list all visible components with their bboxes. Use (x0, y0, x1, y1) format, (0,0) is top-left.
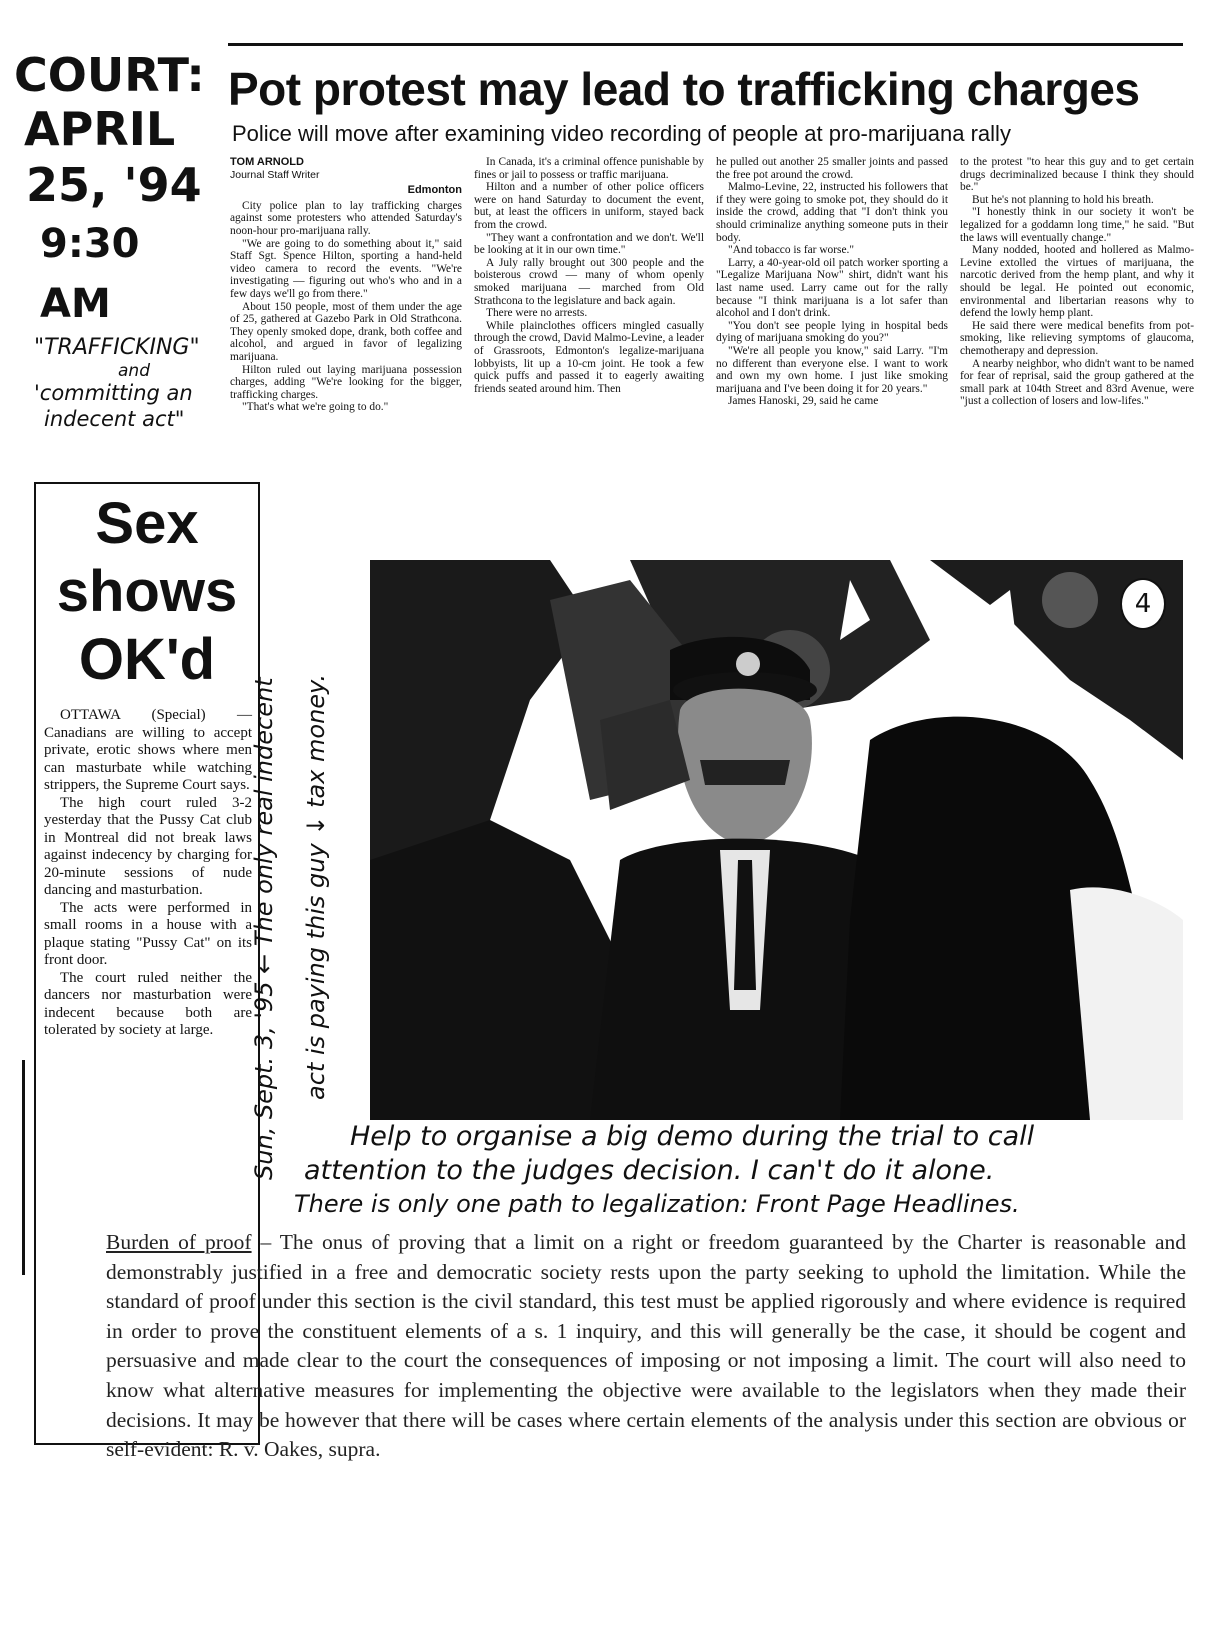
paragraph: Many nodded, hooted and hollered as Malmo-Levine extolled the virtues of marijuana, the narcotic derived from the hemp plant, and why it should be legal. He pointed out economic, environmental and libertarian reasons why to defend the lowly hemp plant. (960, 244, 1194, 320)
court-note (14, 48, 224, 432)
article-column-2 (474, 156, 704, 534)
article-column-4 (960, 156, 1194, 534)
paragraph: he pulled out another 25 smaller joints and passed the free pot around the crowd. (716, 156, 948, 181)
burden-of-proof-excerpt (106, 1228, 1186, 1465)
court-note-line: 'committing an (34, 381, 193, 405)
paragraph: "And tobacco is far worse." (728, 244, 855, 257)
bottom-note-line: Help to organise a big demo during the trial to call (350, 1121, 1035, 1152)
margin-bar (22, 1060, 25, 1275)
paragraph: But he's not planning to hold his breath. (972, 193, 1154, 206)
burden-lead: Burden of proof (106, 1230, 252, 1254)
paragraph: There were no arrests. (486, 307, 588, 320)
paragraph: "We're all people you know," said Larry. "I'm no different than everyone else. I want to work and own my own home. I just like smoking marijuana and I've been doing it for 20 years." (716, 344, 948, 395)
byline-role: Journal Staff Writer (230, 168, 320, 181)
article-headline: Pot protest may lead to trafficking charges (228, 63, 1140, 115)
court-note-line: "TRAFFICKING" (34, 335, 200, 360)
vertical-note-1: Sun, Sept. 3, '95 ← The only real indecent (250, 677, 278, 1180)
paragraph: James Hanoski, 29, said he came (728, 395, 879, 408)
photo-number: 4 (1120, 578, 1166, 630)
sidebar-body (44, 707, 252, 1040)
bottom-note (282, 1120, 1192, 1220)
paragraph: "I honestly think in our society it won't be legalized for a goddamn long time," he said. "But the laws will eventually change." (960, 206, 1194, 244)
paragraph: "You don't see people lying in hospital beds dying of marijuana smoking do you?" (716, 319, 948, 345)
paragraph: The high court ruled 3-2 yesterday that the Pussy Cat club in Montreal did not break laws against indecency by charging for 20-minute sessions of nude dancing and masturbation. (44, 794, 252, 898)
paragraph: Hilton and a number of other police officers were on hand Saturday to document the event, but, at least the officers in uniform, stayed back from the crowd. (474, 181, 704, 231)
paragraph: A nearby neighbor, who didn't want to be named for fear of reprisal, said the group gathered at the small park at 104th Street and 83rd Avenue, were "just a collection of losers and low-lifes." (960, 357, 1194, 408)
paragraph: A July rally brought out 300 people and the boisterous crowd — many of whom openly smoked marijuana — marched from Old Strathcona to the legislature and back again. (474, 256, 704, 307)
paragraph: Malmo-Levine, 22, instructed his followers that if they were going to smoke pot, they should do it inside the crowd, adding that "I don't think you should criminalize anything someone puts in their body. (716, 181, 948, 244)
article-column-3 (716, 156, 948, 534)
photo-drawing (370, 560, 1183, 1120)
paragraph: OTTAWA (Special) — Canadians are willing to accept private, erotic shows where men can masturbate while watching strippers, the Supreme Court says. (44, 707, 252, 793)
sidebar-headline (36, 490, 258, 694)
sidebar-headline-line: shows (56, 559, 238, 624)
headline-rule (228, 43, 1183, 46)
paragraph: The acts were performed in small rooms in a house with a plaque stating "Pussy Cat" on its front door. (44, 899, 252, 968)
paragraph: to the protest "to hear this guy and to get certain drugs decriminalized because I think they should be." (960, 156, 1194, 194)
paragraph: About 150 people, most of them under the age of 25, gathered at Gazebo Park in Old Strathcona. They openly smoked dope, drank, both coffee and alcohol, and argued in favor of legalizing marijuana. (230, 300, 462, 363)
bottom-note-line: There is only one path to legalization: Front Page Headlines. (294, 1190, 1020, 1218)
paragraph: "That's what we're going to do." (242, 401, 389, 414)
court-note-line: COURT: (14, 48, 205, 102)
paragraph: While plainclothes officers mingled casually through the crowd, David Malmo-Levine, a leader of Grassroots, Edmonton's legalize-marijuana lobbyists, lit up a 10-cm joint. He took a few quick puffs and passed it to eagerly awaiting friends seated around him. Then (474, 319, 704, 395)
court-note-line: 25, '94 (26, 158, 202, 212)
vertical-note-2: act is paying this guy ↓ tax money. (302, 673, 330, 1100)
court-note-line: 9:30 AM (40, 221, 140, 327)
article-column-1 (230, 156, 462, 534)
court-note-line: and (118, 361, 150, 381)
court-note-line: APRIL (24, 102, 176, 156)
byline: TOM ARNOLD (230, 156, 304, 168)
dateline: Edmonton (407, 184, 462, 197)
paragraph: In Canada, it's a criminal offence punishable by fines or jail to possess or traffic marijuana. (474, 156, 704, 181)
paragraph: Larry, a 40-year-old oil patch worker sporting a "Legalize Marijuana Now" shirt, didn't want his last name used. Larry came out for the rally because "I think marijuana is a lot safer than alcohol and I don't drink. (716, 256, 948, 320)
rally-photo (370, 560, 1183, 1120)
paragraph: Hilton ruled out laying marijuana possession charges, adding "We're looking for the bigger, trafficking charges. (230, 363, 462, 401)
paragraph: City police plan to lay trafficking charges against some protesters who attended Saturday's noon-hour pro-marijuana rally. (230, 199, 462, 237)
bottom-note-line: attention to the judges decision. I can't do it alone. (304, 1155, 995, 1186)
paragraph: "They want a confrontation and we don't. We'll be looking at it in our own time." (474, 231, 704, 257)
paragraph: The court ruled neither the dancers nor masturbation were indecent because both are tolerated by society at large. (44, 969, 252, 1038)
article-subhead: Police will move after examining video recording of people at pro-marijuana rally (232, 121, 1011, 146)
paragraph: "We are going to do something about it," said Staff Sgt. Spence Hilton, sporting a hand-held video camera to record the events. "We're investigating — figuring out who's who and in a few days we'll go from there." (230, 237, 462, 300)
sidebar-headline-line: OK'd (78, 627, 216, 692)
court-note-line: indecent act" (44, 407, 185, 431)
burden-text: – The onus of proving that a limit on a right or freedom guaranteed by the Charter is reasonable and demonstrably justified in a free and democratic society rests upon the party seeking to uphold the limitation. While the standard of proof under this section is the civil standard, this test must be applied rigorously and where evidence is required in order to prove the constituent elements of a s. 1 inquiry, and this will generally be the case, it should be cogent and persuasive and made clear to the court the consequences of imposing or not imposing a limit. The court will also need to know what alternative measures for implementing the objective were available to the legislators when they made their decisions. It may be however that there will be cases where certain elements of the analysis under this section are obvious or self-evident: R. v. Oakes, supra. (106, 1230, 1186, 1462)
paragraph: He said there were medical benefits from pot-smoking, like relieving symptoms of glaucoma, chemotherapy and depression. (960, 319, 1194, 357)
sidebar-headline-line: Sex (95, 491, 199, 556)
